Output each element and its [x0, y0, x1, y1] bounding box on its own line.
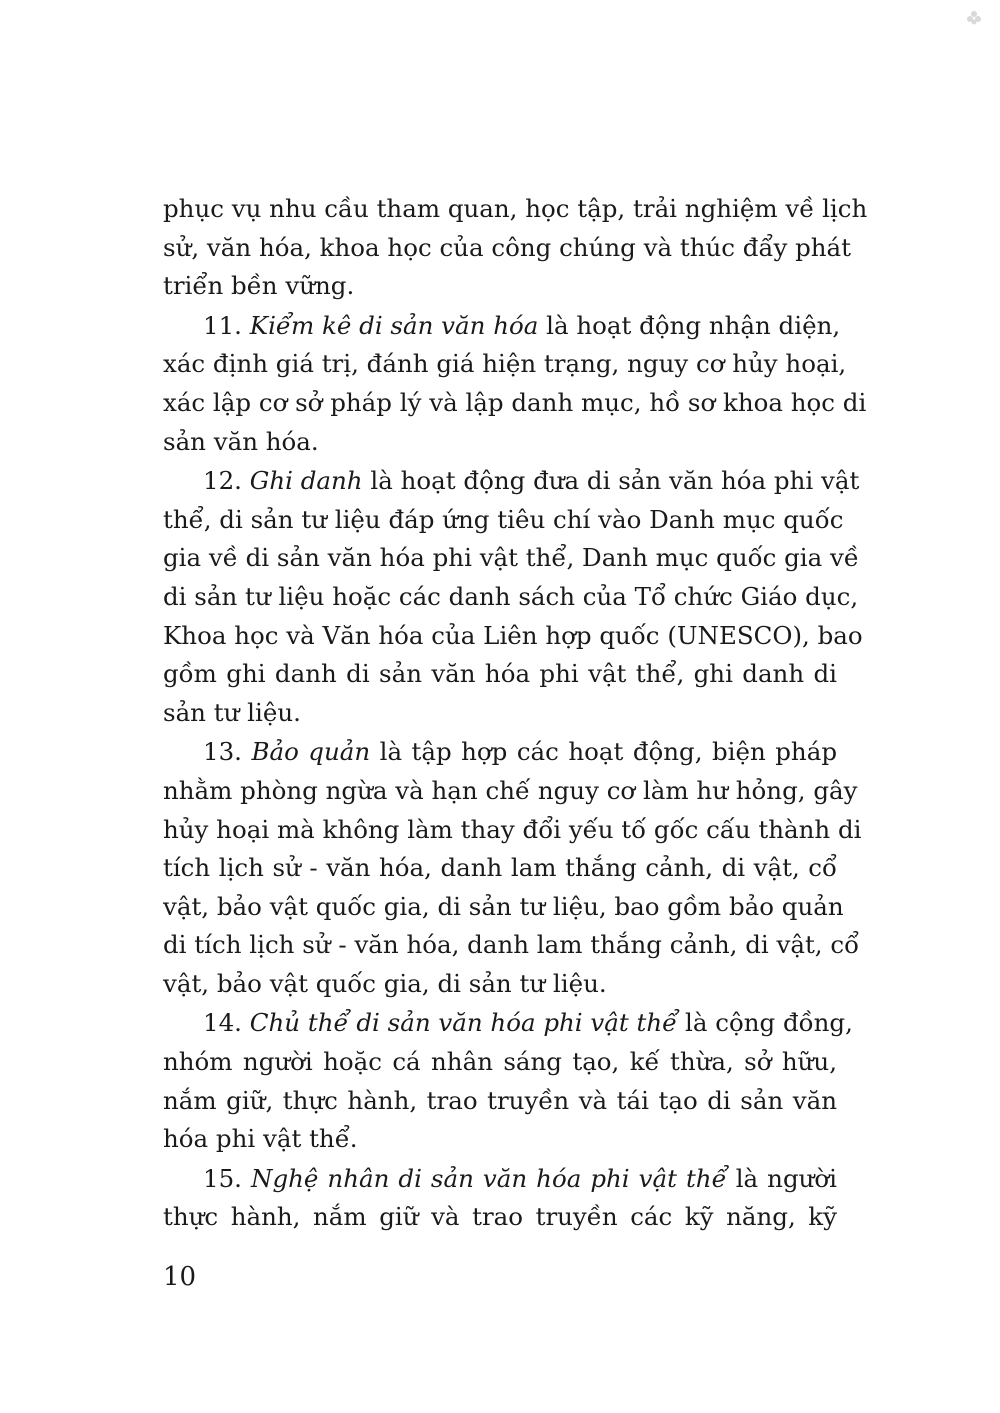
item-number: 14. — [203, 1008, 242, 1038]
text-line: Khoa học và Văn hóa của Liên hợp quốc (UNESCO), bao — [163, 620, 863, 650]
paragraph-11 — [163, 307, 867, 461]
text-fragment: là người — [726, 1163, 837, 1193]
text-line: di sản tư liệu hoặc các danh sách của Tổ chức Giáo dục, — [163, 581, 859, 611]
text-line: tích lịch sử - văn hóa, danh lam thắng cảnh, di vật, cổ — [163, 853, 837, 883]
text-line — [163, 1160, 837, 1199]
paragraph-15 — [163, 1160, 837, 1237]
flower-ornament-icon — [966, 10, 982, 26]
text-line: gia về di sản văn hóa phi vật thể, Danh mục quốc gia về — [163, 543, 859, 573]
text-line: sản tư liệu. — [163, 697, 301, 727]
page-body-text — [163, 190, 868, 1237]
paragraph-12 — [163, 462, 863, 732]
text-line: nắm giữ, thực hành, trao truyền và tái tạo di sản văn — [163, 1085, 837, 1115]
text-line: thể, di sản tư liệu đáp ứng tiêu chí vào Danh mục quốc — [163, 504, 844, 534]
text-line: di tích lịch sử - văn hóa, danh lam thắng cảnh, di vật, cổ — [163, 930, 860, 960]
text-line — [163, 462, 860, 501]
item-number: 13. — [203, 737, 242, 767]
text-fragment: là tập hợp các hoạt động, biện pháp — [370, 737, 837, 767]
text-line: xác định giá trị, đánh giá hiện trạng, nguy cơ hủy hoại, — [163, 349, 847, 379]
text-line: nhóm người hoặc cá nhân sáng tạo, kế thừa, sở hữu, — [163, 1047, 837, 1077]
paragraph-continuation — [163, 190, 868, 306]
text-line: gồm ghi danh di sản văn hóa phi vật thể, ghi danh di — [163, 659, 837, 689]
text-line: hủy hoại mà không làm thay đổi yếu tố gốc cấu thành di — [163, 814, 862, 844]
text-line: hóa phi vật thể. — [163, 1124, 358, 1154]
item-number: 15. — [203, 1163, 242, 1193]
defined-term: Ghi danh — [249, 466, 363, 496]
defined-term: Chủ thể di sản văn hóa phi vật thể — [249, 1008, 678, 1038]
text-line: vật, bảo vật quốc gia, di sản tư liệu, bao gồm bảo quản — [163, 891, 844, 921]
paragraph-13 — [163, 733, 862, 1003]
text-line: phục vụ nhu cầu tham quan, học tập, trải nghiệm về lịch — [163, 194, 868, 223]
defined-term: Nghệ nhân di sản văn hóa phi vật thể — [251, 1163, 727, 1193]
text-line: nhằm phòng ngừa và hạn chế nguy cơ làm hư hỏng, gây — [163, 775, 858, 805]
defined-term: Kiểm kê di sản văn hóa — [249, 310, 539, 340]
text-line: vật, bảo vật quốc gia, di sản tư liệu. — [163, 968, 607, 998]
text-line: xác lập cơ sở pháp lý và lập danh mục, hồ sơ khoa học di — [163, 387, 867, 417]
text-line: sử, văn hóa, khoa học của công chúng và thúc đẩy phát — [163, 232, 851, 262]
text-line: thực hành, nắm giữ và trao truyền các kỹ năng, kỹ — [163, 1202, 837, 1232]
text-line: triển bền vững. — [163, 271, 355, 301]
text-line — [163, 1004, 853, 1043]
text-fragment: là hoạt động đưa di sản văn hóa phi vật — [362, 466, 860, 496]
text-line — [163, 733, 837, 772]
paragraph-14 — [163, 1004, 853, 1158]
text-line: sản văn hóa. — [163, 426, 319, 456]
text-fragment: là hoạt động nhận diện, — [538, 310, 841, 340]
text-fragment: là cộng đồng, — [677, 1008, 853, 1038]
text-line — [163, 307, 841, 346]
defined-term: Bảo quản — [251, 737, 371, 767]
item-number: 12. — [203, 466, 242, 496]
page-number: 10 — [163, 1262, 197, 1292]
item-number: 11. — [203, 310, 242, 340]
